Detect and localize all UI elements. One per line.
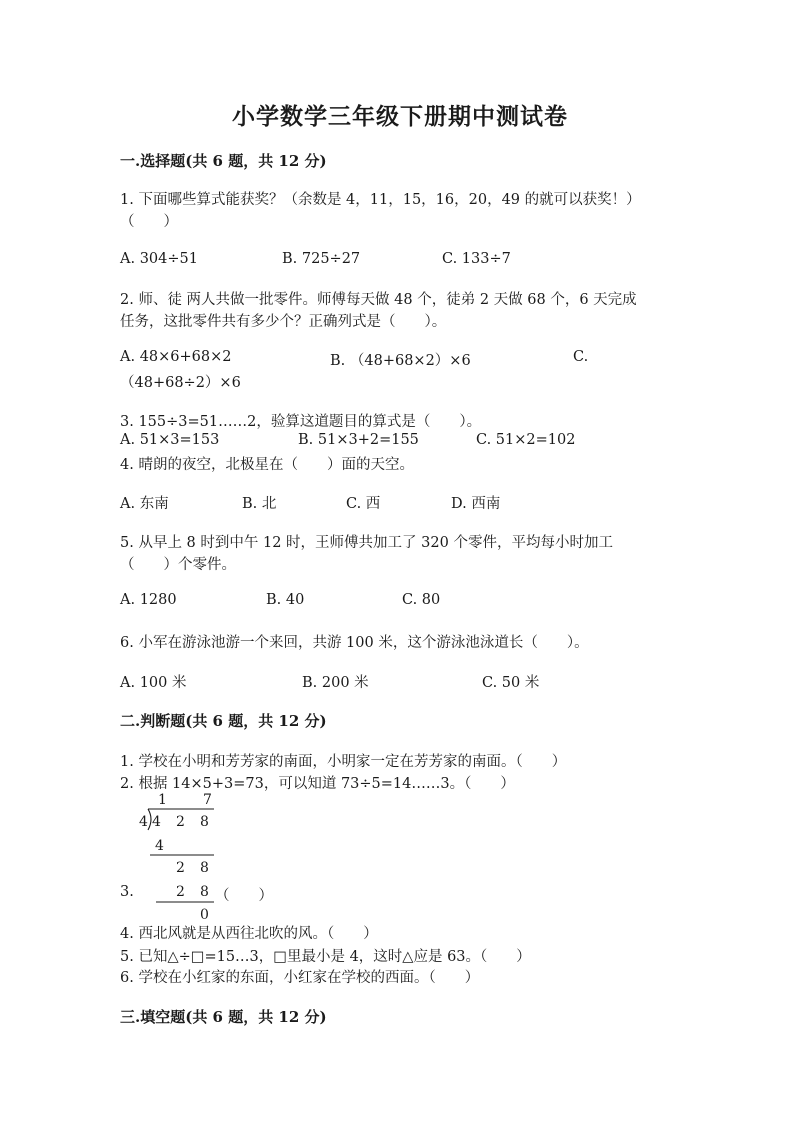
q6-option-c: C. 50 米 — [482, 675, 540, 691]
q1-option-b: B. 725÷27 — [282, 251, 361, 267]
judge-q4: 4. 西北风就是从西往北吹的风。（ ） — [120, 926, 378, 942]
q4-option-b: B. 北 — [242, 496, 277, 512]
section-1-heading: 一.选择题(共 6 题，共 12 分) — [120, 152, 327, 170]
q5-line1: 5. 从早上 8 时到中午 12 时，王师傅共加工了 320 个零件，平均每小时加工 — [120, 535, 613, 551]
page-title: 小学数学三年级下册期中测试卷 — [232, 103, 568, 130]
dividend-digit-3: 8 — [200, 814, 209, 830]
q1-option-c: C. 133÷7 — [442, 251, 511, 267]
q3-option-c: C. 51×2=102 — [476, 432, 576, 448]
q6-line1: 6. 小军在游泳池游一个来回，共游 100 米，这个游泳池泳道长（ ）。 — [120, 635, 589, 651]
judge-q3-blank: （ ） — [215, 888, 273, 904]
step3-digit-2: 8 — [200, 884, 209, 900]
q1-line1: 1. 下面哪些算式能获奖？（余数是 4，11，15，16，20，49 的就可以获奖！） — [120, 192, 641, 208]
section-2-heading: 二.判断题(共 6 题，共 12 分) — [120, 712, 327, 730]
section-3-heading: 三.填空题(共 6 题，共 12 分) — [120, 1008, 327, 1026]
q4-option-d: D. 西南 — [451, 496, 501, 512]
q4-line1: 4. 晴朗的夜空，北极星在（ ）面的天空。 — [120, 457, 414, 473]
remainder: 0 — [200, 907, 209, 923]
q5-option-a: A. 1280 — [120, 592, 177, 608]
q3-option-b: B. 51×3+2=155 — [298, 432, 419, 448]
quotient-digit-2: 7 — [203, 792, 212, 808]
division-bracket — [148, 809, 151, 830]
q5-option-c: C. 80 — [402, 592, 441, 608]
judge-q1: 1. 学校在小明和芳芳家的南面，小明家一定在芳芳家的南面。（ ） — [120, 754, 567, 770]
q1-option-a: A. 304÷51 — [120, 251, 198, 267]
q5-line2: （ ）个零件。 — [120, 557, 236, 573]
judge-q3-number: 3. — [120, 884, 134, 900]
q2-option-c-continued: （48+68÷2）×6 — [120, 375, 241, 391]
q2-option-a: A. 48×6+68×2 — [120, 349, 232, 365]
q5-option-b: B. 40 — [266, 592, 305, 608]
step3-digit-1: 2 — [176, 884, 185, 900]
q6-option-b: B. 200 米 — [302, 675, 369, 691]
long-division-figure — [130, 788, 230, 928]
q3-line1: 3. 155÷3=51……2，验算这道题目的算式是（ ）。 — [120, 414, 482, 430]
step2-digit-2: 8 — [200, 860, 209, 876]
judge-q6: 6. 学校在小红家的东面，小红家在学校的西面。（ ） — [120, 970, 480, 986]
q6-option-a: A. 100 米 — [120, 675, 187, 691]
q2-line2: 任务，这批零件共有多少个？正确列式是（ ）。 — [120, 314, 447, 330]
q3-option-a: A. 51×3=153 — [120, 432, 220, 448]
divisor: 4 — [139, 814, 148, 830]
dividend-digit-2: 2 — [176, 814, 185, 830]
q2-line1: 2. 师、徒 两人共做一批零件。师傅每天做 48 个，徒弟 2 天做 68 个，6 天完成 — [120, 292, 637, 308]
judge-q5: 5. 已知△÷□=15…3，□里最小是 4，这时△应是 63。（ ） — [120, 949, 531, 965]
quotient-digit-1: 1 — [158, 792, 167, 808]
q2-option-c: C. — [573, 349, 589, 365]
q2-option-b: B. （48+68×2）×6 — [330, 353, 471, 369]
judge-q2: 2. 根据 14×5+3=73，可以知道 73÷5=14……3。（ ） — [120, 776, 515, 792]
q4-option-c: C. 西 — [346, 496, 381, 512]
step2-digit-1: 2 — [176, 860, 185, 876]
q4-option-a: A. 东南 — [120, 496, 169, 512]
step1-value: 4 — [155, 838, 164, 854]
q1-line2: （ ） — [120, 214, 178, 230]
dividend-digit-1: 4 — [152, 814, 161, 830]
